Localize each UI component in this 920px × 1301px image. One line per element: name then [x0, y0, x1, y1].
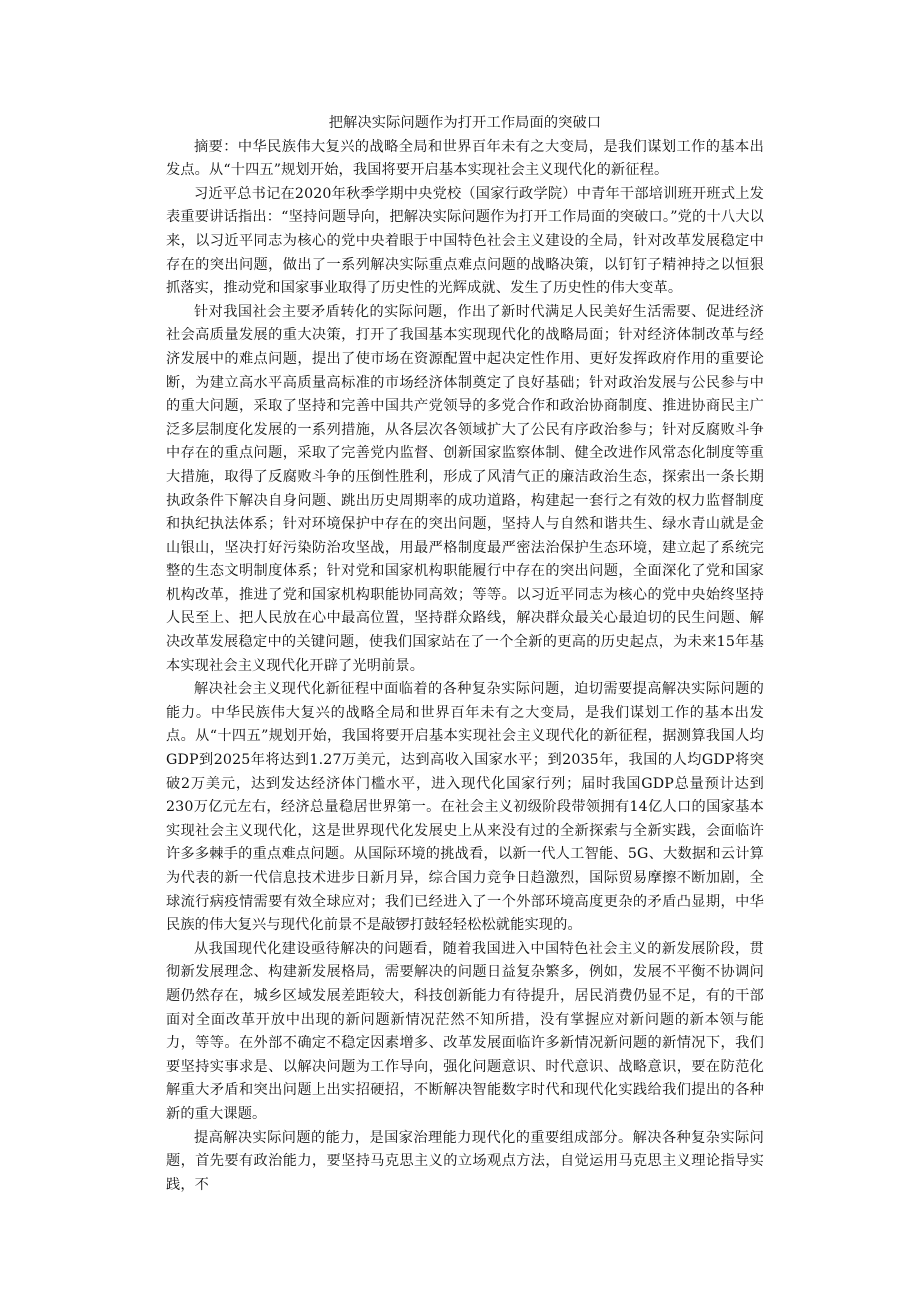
- paragraph-abstract: 摘要：中华民族伟大复兴的战略全局和世界百年未有之大变局，是我们谋划工作的基本出发点。从“十四五”规划开始，我国将要开启基本实现社会主义现代化的新征程。: [166, 138, 764, 179]
- document-page: [166, 112, 764, 1197]
- paragraph-body: 针对我国社会主要矛盾转化的实际问题，作出了新时代满足人民美好生活需要、促进经济社会高质量发展的重大决策，打开了我国基本实现现代化的战略局面；针对经济体制改革与经济发展中的难点问题，提出了使市场在资源配置中起决定性作用、更好发挥政府作用的重要论断，为建立高水平高质量高标准的市场经济体制奠定了良好基础；针对政治发展与公民参与中的重大问题，采取了坚持和完善中国共产党领导的多党合作和政治协商制度、推进协商民主广泛多层制度化发展的一系列措施，从各层次各领域扩大了公民有序政治参与；针对反腐败斗争中存在的重点问题，采取了完善党内监督、创新国家监察体制、健全改进作风常态化制度等重大措施，取得了反腐败斗争的压倒性胜利，形成了风清气正的廉洁政治生态，探索出一条长期执政条件下解决自身问题、跳出历史周期率的成功道路，构建起一套行之有效的权力监督制度和执纪执法体系；针对环境保护中存在的突出问题，坚持人与自然和谐共生、绿水青山就是金山银山，坚决打好污染防治攻坚战，用最严格制度最严密法治保护生态环境，建立起了系统完整的生态文明制度体系；针对党和国家机构职能履行中存在的突出问题，全面深化了党和国家机构改革，推进了党和国家机构职能协同高效；等等。以习近平同志为核心的党中央始终坚持人民至上、把人民放在心中最高位置，坚持群众路线，解决群众最关心最迫切的民生问题、解决改革发展稳定中的关键问题，使我们国家站在了一个全新的更高的历史起点，为未来15年基本实现社会主义现代化开辟了光明前景。: [166, 303, 764, 674]
- paragraph-body: 习近平总书记在2020年秋季学期中央党校（国家行政学院）中青年干部培训班开班式上发表重要讲话指出：“坚持问题导向，把解决实际问题作为打开工作局面的突破口。”党的十八大以来，以习近平同志为核心的党中央着眼于中国特色社会主义建设的全局，针对改革发展稳定中存在的突出问题，做出了一系列解决实际重点难点问题的战略决策，以钉钉子精神持之以恒狠抓落实，推动党和国家事业取得了历史性的光辉成就、发生了历史性的伟大变革。: [166, 185, 764, 297]
- paragraph-body: 提高解决实际问题的能力，是国家治理能力现代化的重要组成部分。解决各种复杂实际问题，首先要有政治能力，要坚持马克思主义的立场观点方法，自觉运用马克思主义理论指导实践，不: [166, 1129, 764, 1193]
- paragraph-body: 解决社会主义现代化新征程中面临着的各种复杂实际问题，迫切需要提高解决实际问题的能力。中华民族伟大复兴的战略全局和世界百年未有之大变局，是我们谋划工作的基本出发点。从“十四五”规划开始，我国将要开启基本实现社会主义现代化的新征程，据测算我国人均GDP到2025年将达到1.27万美元，达到高收入国家水平；到2035年，我国的人均GDP将突破2万美元，达到发达经济体门槛水平，进入现代化国家行列；届时我国GDP总量预计达到230万亿元左右，经济总量稳居世界第一。在社会主义初级阶段带领拥有14亿人口的国家基本实现社会主义现代化，这是世界现代化发展史上从来没有过的全新探索与全新实践，会面临许许多多棘手的重点难点问题。从国际环境的挑战看，以新一代人工智能、5G、大数据和云计算为代表的新一代信息技术进步日新月异，综合国力竞争日趋激烈，国际贸易摩擦不断加剧，全球流行病疫情需要有效全球应对；我们已经进入了一个外部环境高度更杂的矛盾凸显期，中华民族的伟大复兴与现代化前景不是敲锣打鼓轻轻松松就能实现的。: [166, 681, 764, 934]
- paragraph-body: 从我国现代化建设亟待解决的问题看，随着我国进入中国特色社会主义的新发展阶段，贯彻新发展理念、构建新发展格局，需要解决的问题日益复杂繁多，例如，发展不平衡不协调问题仍然存在，城乡区域发展差距较大，科技创新能力有待提升，居民消费仍显不足，有的干部面对全面改革开放中出现的新问题新情况茫然不知所措，没有掌握应对新问题的新本领与能力，等等。在外部不确定不稳定因素增多、改革发展面临许多新情况新问题的新情况下，我们要坚持实事求是、以解决问题为工作导向，强化问题意识、时代意识、战略意识，要在防范化解重大矛盾和突出问题上出实招硬招，不断解决智能数字时代和现代化实践给我们提出的各种新的重大课题。: [166, 940, 764, 1122]
- document-title: 把解决实际问题作为打开工作局面的突破口: [328, 115, 602, 131]
